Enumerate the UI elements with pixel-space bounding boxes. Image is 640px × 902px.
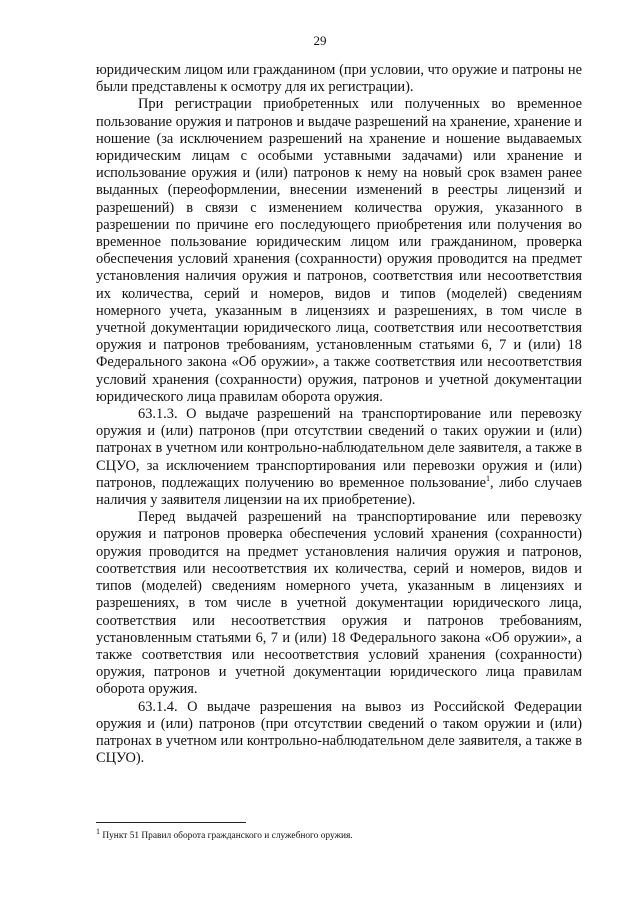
paragraph-transport-check: Перед выдачей разрешений на транспортирование или перевозку оружия и патронов проверка обеспечения условий хранения (сохранности) оружия проводится на предмет установления наличия оружия и патронов, соответствия или несоответствия их количества, серий и номеров, видов и типов (моделей) сведениям номерного учета, указанным в лицензиях и разрешениях, в том числе в учетной документации юридического лица, соответствия или несоответствия оружия и патронов требованиям, установленным статьями 6, 7 и (или) 18 Федерального закона «Об оружии», а также соответствия или несоответствия условий хранения (сохранности) оружия, патронов и учетной документации юридического лица правилам оборота оружия.: [96, 509, 582, 698]
paragraph-item-63-1-3: [96, 406, 582, 509]
footnote-divider: [96, 822, 246, 823]
paragraph-registration: При регистрации приобретенных или полученных во временное пользование оружия и патронов и выдаче разрешений на хранение, хранение и ношение (за исключением разрешений на хранение и ношение выдаваемых юридическим лицам с особыми уставными задачами) или хранение и использование оружия и (или) патронов к нему на новый срок взамен ранее выданных (переоформлении, внесении изменений в реестры лицензий и разрешений) в связи с изменением количества оружия, указанного в разрешении по причине его последующего приобретения или получения во временное пользование юридическим лицом или гражданином, проверка обеспечения условий хранения (сохранности) оружия проводится на предмет установления наличия оружия и патронов, соответствия или несоответствия их количества, серий и номеров, видов и типов (моделей) сведениям номерного учета, указанным в лицензиях и разрешениях, в том числе в учетной документации юридического лица, соответствия или несоответствия оружия и патронов требованиям, установленным статьями 6, 7 и (или) 18 Федерального закона «Об оружии», а также соответствия или несоответствия условий хранения (сохранности) оружия, патронов и учетной документации юридического лица правилам оборота оружия.: [96, 96, 582, 405]
item-63-1-3-text-end: , либо случаев наличия у заявителя лицензии на их приобретение).: [96, 474, 583, 509]
item-63-1-3-text: 63.1.3. О выдаче разрешений на транспортирование или перевозку оружия и (или) патронов (при отсутствии сведений о таких оружии и (или) патронах в учетном или контрольно-наблюдательном деле заявителя, а также в СЦУО, за исключением транспортирования или перевозки оружия и (или) патронов, подлежащих получению во временное пользование: [96, 406, 582, 491]
page-number: 29: [313, 33, 327, 48]
footnote: [96, 826, 582, 842]
footnote-reference[interactable]: 1: [485, 474, 490, 484]
footnote-text: Пункт 51 Правил оборота гражданского и служебного оружия.: [100, 831, 353, 841]
body-text: [96, 62, 582, 767]
footnote-mark: 1: [96, 826, 100, 836]
paragraph-item-63-1-4: 63.1.4. О выдаче разрешения на вывоз из Российской Федерации оружия и (или) патронов (при отсутствии сведений о таком оружии и (или) патронах в учетном или контрольно-наблюдательном деле заявителя, а также в СЦУО).: [96, 698, 582, 767]
paragraph-continued: юридическим лицом или гражданином (при условии, что оружие и патроны не были представлены к осмотру для их регистрации).: [96, 62, 582, 96]
